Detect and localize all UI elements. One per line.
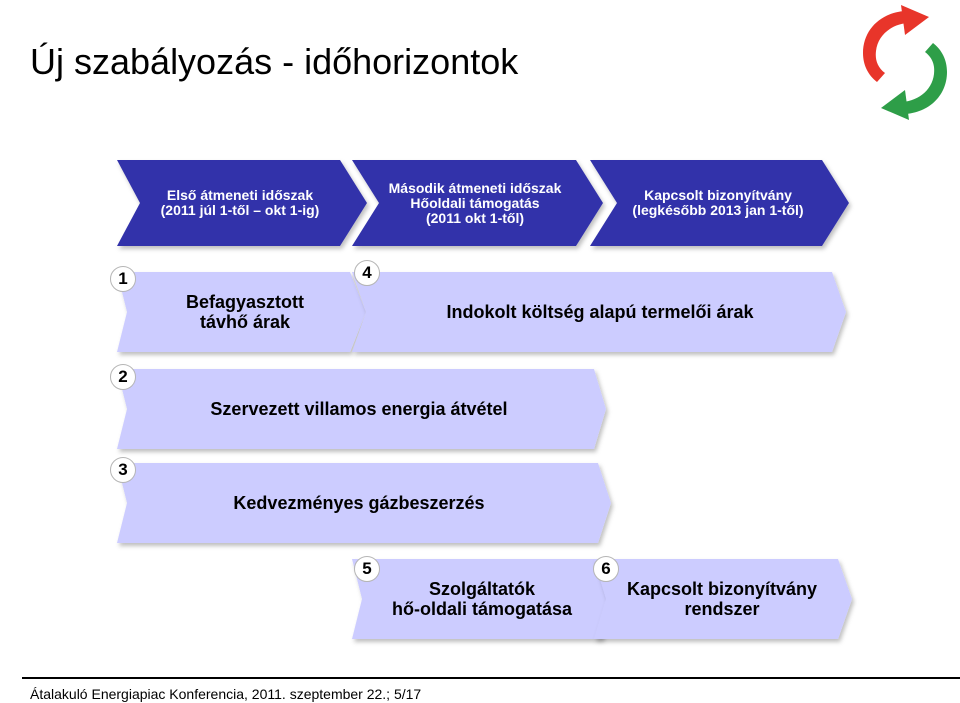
company-logo-icon	[855, 5, 955, 120]
bar-label-6: Kapcsolt bizonyítvány rendszer	[626, 579, 818, 619]
bar-label-5: Szolgáltatók hő-oldali támogatása	[391, 579, 573, 619]
number-badge-2: 2	[110, 364, 136, 390]
number-badge-3: 3	[110, 457, 136, 483]
bar-label-4: Indokolt költség alapú termelői árak	[446, 302, 754, 322]
number-badge-5: 5	[354, 556, 380, 582]
logo-green-arrow	[881, 90, 909, 120]
phase-label-2: Második átmeneti időszak Hőoldali támogatás (2011 okt 1-től)	[388, 179, 562, 226]
phase-label-3: Kapcsolt bizonyítvány (legkésőbb 2013 jan 1-től)	[632, 187, 804, 218]
logo-red-arrow	[901, 5, 929, 35]
number-badge-1: 1	[110, 266, 136, 292]
number-badge-6: 6	[593, 556, 619, 582]
number-badge-4: 4	[354, 260, 380, 286]
slide-footer: Átalakuló Energiapiac Konferencia, 2011. szeptember 22.; 5/17	[30, 686, 422, 702]
slide-title: Új szabályozás - időhorizontok	[30, 41, 519, 82]
bar-label-3: Kedvezményes gázbeszerzés	[233, 493, 485, 513]
footer-divider	[22, 677, 960, 679]
phase-label-1: Első átmeneti időszak (2011 júl 1-től – okt 1-ig)	[160, 187, 320, 218]
bar-label-1: Befagyasztott távhő árak	[185, 292, 305, 332]
bar-label-2: Szervezett villamos energia átvétel	[210, 399, 508, 419]
